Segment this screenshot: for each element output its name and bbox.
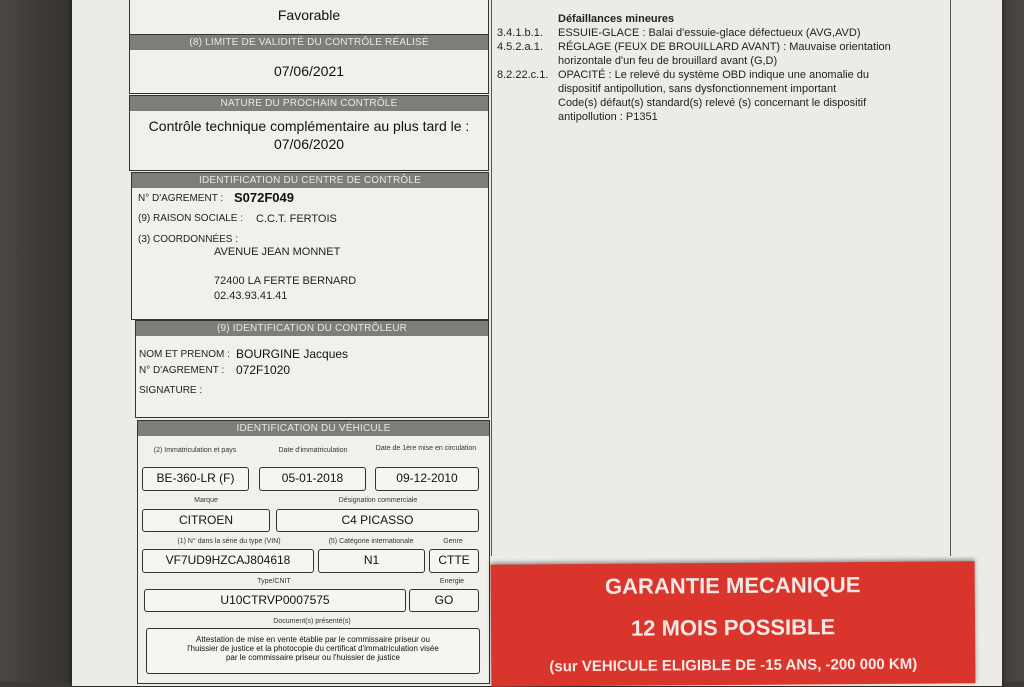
- date-immat-label: Date d'immatriculation: [278, 447, 348, 454]
- date-first-label: Date de 1ère mise en circulation: [375, 445, 477, 452]
- controleur-name-label: NOM ET PRENOM :: [139, 349, 230, 360]
- centre-agrement-label: N° D'AGREMENT :: [138, 193, 224, 204]
- designation-label: Désignation commerciale: [338, 497, 418, 504]
- vin-label: (1) N° dans la série du type (VIN): [177, 538, 281, 545]
- column-divider: [491, 0, 492, 556]
- centre-box: [131, 172, 489, 320]
- docs-line1: Attestation de mise en vente établie par le commissaire priseur ou: [196, 635, 430, 644]
- vehicule-box: [137, 420, 490, 684]
- defect-item: [497, 68, 917, 124]
- defect-line: horizontale d'un feu de brouillard avant (G,D): [558, 55, 778, 67]
- type-label: Type/CNIT: [257, 578, 291, 585]
- validity-header: (8) LIMITE DE VALIDITÉ DU CONTRÔLE RÉALISÉ: [130, 35, 488, 50]
- controleur-header: (9) IDENTIFICATION DU CONTRÔLEUR: [136, 321, 488, 336]
- centre-raison-label: (9) RAISON SOCIALE :: [138, 213, 244, 224]
- centre-address1: AVENUE JEAN MONNET: [214, 246, 341, 258]
- defects-section: [497, 12, 917, 124]
- immat-label: (2) Immatriculation et pays: [153, 447, 237, 454]
- vin-value: VF7UD9HZCAJ804618: [142, 549, 314, 573]
- defect-line: Code(s) défaut(s) standard(s) relevé (s) concernant le dispositif: [558, 97, 867, 109]
- type-value: U10CTRVP0007575: [144, 589, 406, 612]
- marque-value: CITROEN: [142, 509, 270, 532]
- date-immat-value: 05-01-2018: [259, 467, 366, 491]
- marque-label: Marque: [194, 497, 218, 504]
- result-box: [129, 0, 489, 36]
- next-control-line1: Contrôle technique complémentaire au plus tard le :: [148, 118, 470, 134]
- genre-label: Genre: [443, 538, 463, 545]
- energie-label: Energie: [439, 578, 465, 585]
- defects-title: Défaillances mineures: [558, 13, 675, 25]
- controleur-agrement-value: 072F1020: [236, 363, 291, 377]
- right-border: [950, 0, 951, 556]
- designation-value: C4 PICASSO: [276, 509, 479, 532]
- docs-line3: par le commissaire priseur ou l'huissier de justice: [225, 653, 401, 662]
- banner-line3: (sur VEHICULE ELIGIBLE DE -15 ANS, -200 000 KM): [549, 655, 918, 676]
- centre-raison-value: C.C.T. FERTOIS: [256, 213, 337, 225]
- centre-agrement-value: S072F049: [234, 190, 294, 205]
- validity-date: 07/06/2021: [273, 63, 345, 79]
- defect-code: 4.5.2.a.1.: [497, 41, 543, 53]
- next-control-header: NATURE DU PROCHAIN CONTRÔLE: [130, 96, 488, 111]
- cat-label: (5) Catégorie internationale: [328, 538, 414, 545]
- centre-header: IDENTIFICATION DU CENTRE DE CONTRÔLE: [132, 173, 488, 188]
- next-control-line2: 07/06/2020: [273, 136, 345, 152]
- controleur-agrement-label: N° D'AGREMENT :: [139, 365, 225, 376]
- controleur-signature-label: SIGNATURE :: [139, 385, 203, 396]
- docs-line2: l'huissier de justice et la photocopie du certificat d'immatriculation visée: [187, 644, 439, 653]
- defect-item: [497, 40, 917, 68]
- date-first-value: 09-12-2010: [375, 467, 479, 491]
- defect-line: OPACITÉ : Le relevé du système OBD indique une anomalie du: [558, 69, 870, 81]
- cat-value: N1: [318, 549, 425, 573]
- banner-line1: GARANTIE MECANIQUE: [604, 572, 861, 599]
- immat-value: BE-360-LR (F): [142, 467, 249, 491]
- defect-item: [497, 26, 917, 40]
- energie-value: GO: [409, 589, 479, 612]
- result-value: Favorable: [277, 7, 341, 23]
- docs-label: Document(s) présenté(s): [273, 618, 351, 625]
- vehicule-header: IDENTIFICATION DU VÉHICULE: [138, 421, 489, 436]
- defect-code: 3.4.1.b.1.: [497, 27, 543, 39]
- centre-address2: 72400 LA FERTE BERNARD: [214, 275, 357, 287]
- defect-code: 8.2.22.c.1.: [497, 69, 549, 81]
- warranty-banner: [491, 561, 976, 686]
- defect-line: antipollution : P1351: [558, 111, 658, 123]
- controleur-box: [135, 320, 489, 418]
- docs-box: [146, 628, 480, 674]
- validity-box: [129, 34, 489, 94]
- defect-line: ESSUIE-GLACE : Balai d'essuie-glace défectueux (AVG,AVD): [558, 27, 861, 39]
- banner-line2: 12 MOIS POSSIBLE: [630, 614, 836, 641]
- centre-coord-label: (3) COORDONNÉES :: [138, 234, 239, 245]
- controleur-name-value: BOURGINE Jacques: [236, 347, 349, 361]
- next-control-box: [129, 95, 489, 171]
- centre-phone: 02.43.93.41.41: [214, 290, 288, 302]
- genre-value: CTTE: [429, 549, 479, 573]
- defect-line: RÉGLAGE (FEUX DE BROUILLARD AVANT) : Mauvaise orientation: [558, 41, 891, 53]
- defect-line: dispositif antipollution, sans dysfonctionnement important: [558, 83, 837, 95]
